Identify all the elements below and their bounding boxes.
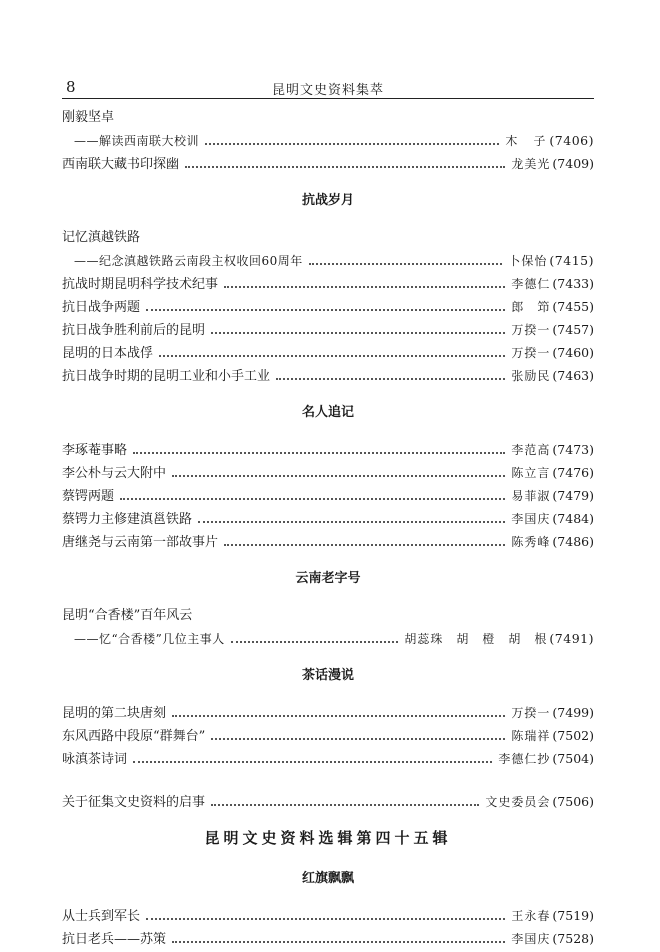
toc-entry-title: 东风西路中段原“群舞台”: [62, 729, 206, 744]
toc-entry-title: 抗日战争两题: [62, 300, 141, 315]
toc-entry-subtitle: ——忆“合香楼”几位主事人: [74, 632, 225, 646]
toc-entry-page: (7463): [552, 368, 594, 383]
section-heading: 名人追记: [301, 405, 354, 420]
toc-entry-title: 抗日战争胜利前后的昆明: [62, 323, 206, 338]
toc-entry: [62, 438, 594, 461]
toc-entry: [62, 461, 594, 484]
leader-dots: [309, 262, 503, 265]
toc-entry-title: 从士兵到军长: [62, 909, 141, 924]
toc-entry: [62, 627, 594, 650]
leader-dots: [231, 640, 399, 643]
toc-entry: [62, 747, 594, 770]
toc-entry-title: 唐继尧与云南第一部故事片: [62, 535, 219, 550]
toc-entry-author: 陈瑞祥: [511, 729, 551, 743]
toc-entry-page: (7460): [552, 345, 594, 360]
toc-entry-title: 蔡锷力主修建滇邕铁路: [62, 512, 193, 527]
toc-entry-title: 昆明“合香楼”百年风云: [62, 608, 193, 623]
toc-entry: [62, 904, 594, 927]
leader-dots: [198, 520, 505, 523]
toc-entry: [62, 530, 594, 553]
toc-entry: [62, 484, 594, 507]
toc-entry-author: 陈立言: [511, 466, 551, 480]
toc-entry-author: 张励民: [511, 369, 551, 383]
toc-entry-title: 昆明的日本战俘: [62, 346, 154, 361]
leader-dots: [211, 737, 505, 740]
toc-entry-author: 万揆一: [511, 323, 551, 337]
toc-entry-page: (7473): [552, 442, 594, 457]
toc-entry-author: 李国庆: [511, 512, 551, 526]
toc-entry-page: (7457): [552, 322, 594, 337]
leader-dots: [172, 714, 505, 717]
toc-entry-title: 刚毅坚卓: [62, 110, 115, 125]
toc-entry-page: (7491): [549, 631, 594, 646]
leader-dots: [224, 543, 505, 546]
leader-dots: [211, 803, 479, 806]
leader-dots: [120, 497, 505, 500]
toc-entry-author: 易菲淑: [511, 489, 551, 503]
toc-entry-title: 关于征集文史资料的启事: [62, 795, 206, 810]
page-number: 8: [66, 78, 76, 96]
toc-entry-title: 昆明的第二块唐刻: [62, 706, 167, 721]
leader-dots: [224, 285, 505, 288]
toc-entry-page: (7406): [549, 133, 594, 148]
toc-entry-page: (7479): [552, 488, 594, 503]
toc-entry-subtitle: ——纪念滇越铁路云南段主权收回60周年: [74, 254, 303, 268]
toc-entry-page: (7415): [549, 253, 594, 268]
toc-entry-author: 万揆一: [511, 706, 551, 720]
toc-entry: [62, 701, 594, 724]
toc-entry-title: 西南联大藏书印探幽: [62, 157, 180, 172]
toc-entry: [62, 927, 594, 950]
toc-entry-title: 抗战时期昆明科学技术纪事: [62, 277, 219, 292]
toc-entry-page: (7504): [552, 751, 594, 766]
leader-dots: [172, 474, 505, 477]
toc-entry-title: 抗日战争时期的昆明工业和小手工业: [62, 369, 271, 384]
toc-entry: [62, 724, 594, 747]
toc-entry-author: 陈秀峰: [511, 535, 551, 549]
toc-entry: [62, 272, 594, 295]
toc-entry-page: (7455): [552, 299, 594, 314]
toc-entry-page: (7519): [552, 908, 594, 923]
toc-entry: [62, 152, 594, 175]
toc-entry-title: 蔡锷两题: [62, 489, 115, 504]
section-heading: 抗战岁月: [301, 193, 354, 208]
toc-entry-author: 李德仁: [511, 277, 551, 291]
toc-entry-author: 王永春: [511, 909, 551, 923]
toc-entry-author: 卜保怡: [508, 254, 548, 268]
toc-entry-page: (7528): [552, 931, 594, 946]
toc-entry: [62, 507, 594, 530]
toc-entry-title: 李公朴与云大附中: [62, 466, 167, 481]
toc-entry-page: (7409): [552, 156, 594, 171]
toc-entry-page: (7499): [552, 705, 594, 720]
section-heading: 茶话漫说: [301, 668, 354, 683]
toc-entry-author: 木 子: [505, 134, 548, 148]
leader-dots: [146, 917, 505, 920]
issue-heading: 昆明文史资料选辑第四十五辑: [204, 829, 452, 847]
table-of-contents: [62, 106, 594, 950]
leader-dots: [146, 308, 505, 311]
toc-entry-author: 文史委员会: [485, 795, 551, 809]
leader-dots: [211, 331, 505, 334]
page-header: [62, 72, 594, 99]
toc-entry-author: 李德仁抄: [498, 752, 551, 766]
toc-entry-author: 万揆一: [511, 346, 551, 360]
toc-entry-title: 咏滇茶诗词: [62, 752, 128, 767]
running-title: 昆明文史资料集萃: [271, 83, 384, 98]
toc-entry-author: 郎 笻: [511, 300, 551, 314]
toc-entry: [62, 364, 594, 387]
toc-entry-author: 李范高: [511, 443, 551, 457]
leader-dots: [133, 451, 505, 454]
toc-entry-page: (7506): [552, 794, 594, 809]
leader-dots: [133, 760, 492, 763]
leader-dots: [185, 165, 505, 168]
toc-entry-page: (7486): [552, 534, 594, 549]
leader-dots: [276, 377, 505, 380]
leader-dots: [172, 940, 505, 943]
leader-dots: [159, 354, 505, 357]
toc-entry: [62, 318, 594, 341]
toc-entry: [62, 341, 594, 364]
toc-entry-title: 记忆滇越铁路: [62, 230, 141, 245]
section-heading: 云南老字号: [295, 571, 361, 586]
leader-dots: [205, 142, 499, 145]
toc-entry: [62, 129, 594, 152]
toc-entry-author: 龙美光: [511, 157, 551, 171]
toc-entry-title: 抗日老兵——苏策: [62, 932, 167, 947]
toc-entry-page: (7433): [552, 276, 594, 291]
toc-entry-title: 李琢菴事略: [62, 443, 128, 458]
section-heading: 红旗飘飘: [301, 871, 354, 886]
toc-entry: [62, 295, 594, 318]
toc-entry-subtitle: ——解读西南联大校训: [74, 134, 200, 148]
toc-entry-page: (7484): [552, 511, 594, 526]
toc-entry: [62, 790, 594, 813]
toc-entry: [62, 249, 594, 272]
toc-entry-page: (7476): [552, 465, 594, 480]
toc-entry-author: 李国庆: [511, 932, 551, 946]
toc-entry-page: (7502): [552, 728, 594, 743]
toc-entry-author: 胡蕊珠 胡 橙 胡 根: [404, 632, 548, 646]
